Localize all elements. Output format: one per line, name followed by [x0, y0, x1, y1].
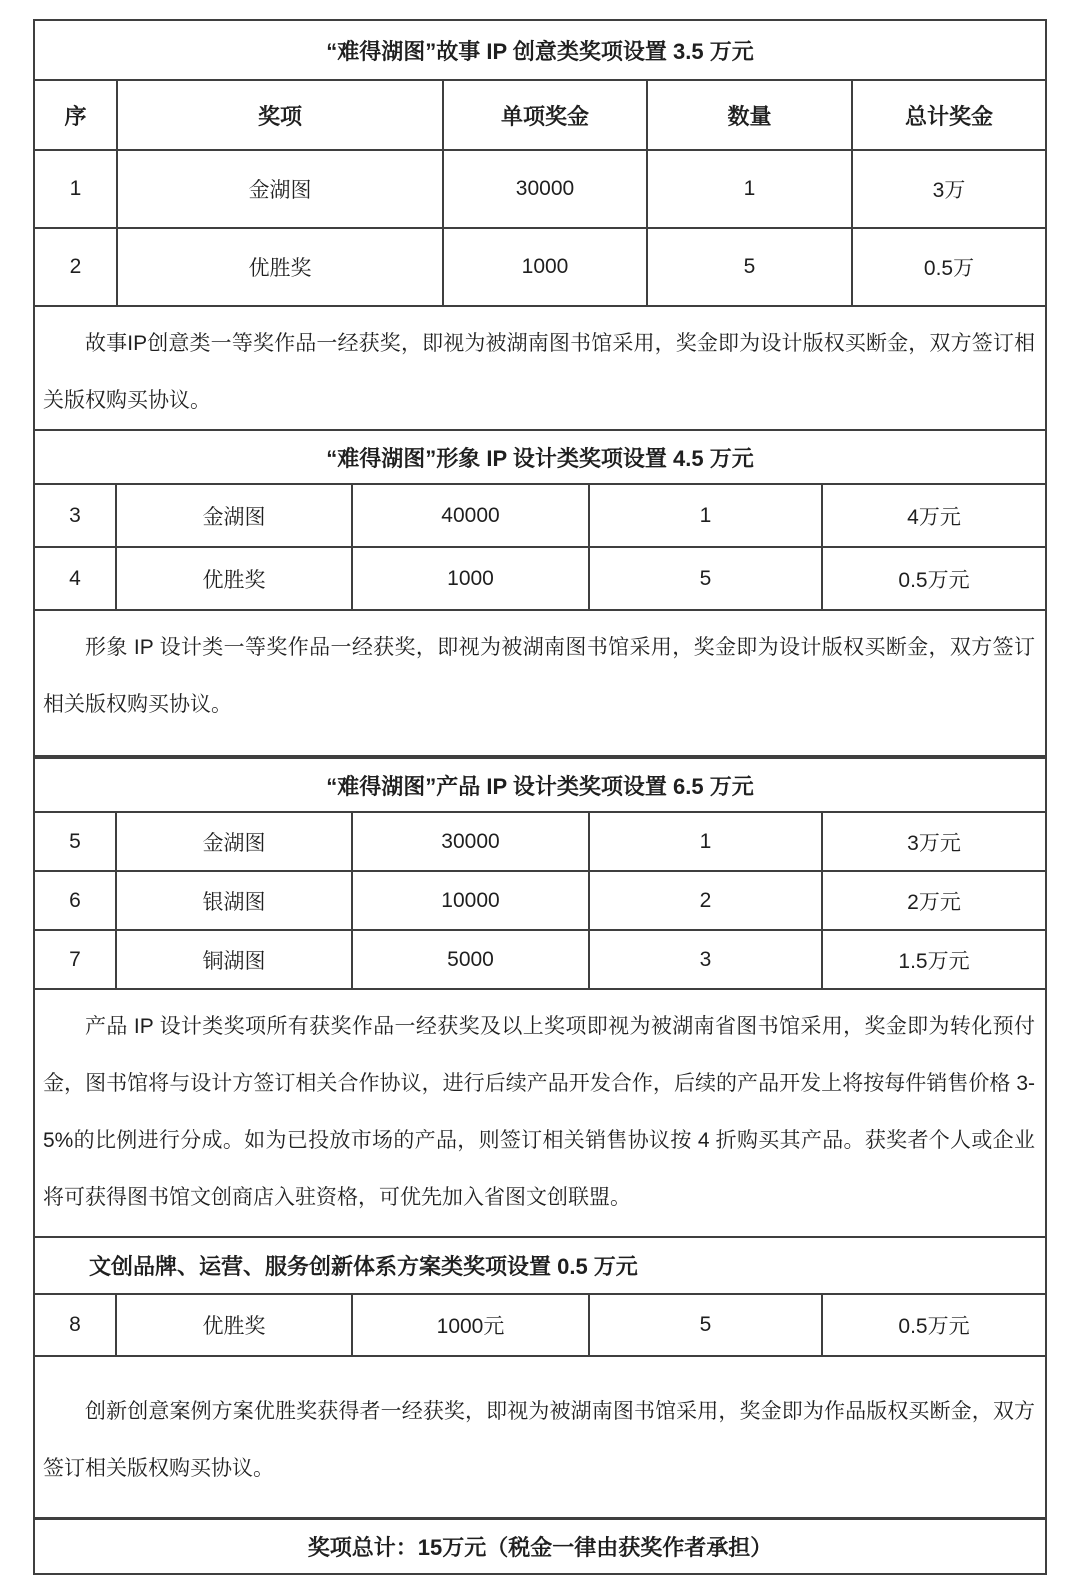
cell-award: 优胜奖: [115, 1295, 351, 1355]
cell-qty: 5: [646, 229, 851, 305]
cell-award: 金湖图: [116, 151, 442, 227]
table-row: [35, 870, 1045, 929]
cell-total: 1.5万元: [821, 931, 1045, 988]
cell-qty: 1: [588, 813, 821, 870]
cell-qty: 1: [588, 485, 821, 546]
col-header-seq: 序: [64, 103, 87, 129]
cell-seq: 4: [69, 566, 81, 590]
cell-prize: 1000元: [351, 1295, 588, 1355]
table-row: [35, 483, 1045, 546]
cell-qty: 5: [588, 548, 821, 609]
cell-award: 优胜奖: [116, 229, 442, 305]
cell-prize: 1000: [442, 229, 646, 305]
col-header-prize: 单项奖金: [442, 81, 646, 149]
table-row: [35, 811, 1045, 870]
cell-prize: 40000: [351, 485, 588, 546]
table-footer-total: 奖项总计：15万元（税金一律由获奖作者承担）: [35, 1517, 1045, 1573]
cell-total: 0.5万: [851, 229, 1045, 305]
cell-prize: 1000: [351, 548, 588, 609]
table-row: [35, 1293, 1045, 1355]
section2-note: 形象 IP 设计类一等奖作品一经获奖，即视为被湖南图书馆采用，奖金即为设计版权买断金，双方签订相关版权购买协议。: [35, 609, 1045, 755]
cell-award: 优胜奖: [115, 548, 351, 609]
cell-award: 金湖图: [115, 485, 351, 546]
cell-total: 3万: [851, 151, 1045, 227]
section1-note: 故事IP创意类一等奖作品一经获奖，即视为被湖南图书馆采用，奖金即为设计版权买断金，双方签订相关版权购买协议。: [35, 305, 1045, 429]
cell-total: 4万元: [821, 485, 1045, 546]
section2-title: “难得湖图”形象 IP 设计类奖项设置 4.5 万元: [35, 429, 1045, 483]
cell-prize: 30000: [351, 813, 588, 870]
cell-prize: 10000: [351, 872, 588, 929]
table-row: [35, 227, 1045, 305]
cell-qty: 1: [646, 151, 851, 227]
cell-qty: 3: [588, 931, 821, 988]
section1-title: “难得湖图”故事 IP 创意类奖项设置 3.5 万元: [326, 38, 754, 64]
table-row: [35, 149, 1045, 227]
cell-award: 银湖图: [115, 872, 351, 929]
cell-seq: 5: [69, 829, 81, 853]
cell-total: 0.5万元: [821, 1295, 1045, 1355]
section4-note: 创新创意案例方案优胜奖获得者一经获奖，即视为被湖南图书馆采用，奖金即为作品版权买断金，双方签订相关版权购买协议。: [35, 1355, 1045, 1517]
col-header-qty: 数量: [646, 81, 851, 149]
cell-qty: 5: [588, 1295, 821, 1355]
cell-total: 0.5万元: [821, 548, 1045, 609]
col-header-award: 奖项: [116, 81, 442, 149]
col-header-total: 总计奖金: [851, 81, 1045, 149]
cell-seq: 2: [69, 255, 82, 278]
section3-note: 产品 IP 设计类奖项所有获奖作品一经获奖及以上奖项即视为被湖南省图书馆采用，奖金即为转化预付金，图书馆将与设计方签订相关合作协议，进行后续产品开发合作，后续的产品开发上将按每件销售价格 3-5%的比例进行分成。如为已投放市场的产品，则签订相关销售协议按 4 折购买其产品。获奖者个人或企业将可获得图书馆文创商店入驻资格，可优先加入省图文创联盟。: [35, 988, 1045, 1236]
cell-seq: 8: [69, 1313, 81, 1336]
section3-title: “难得湖图”产品 IP 设计类奖项设置 6.5 万元: [35, 755, 1045, 811]
cell-award: 金湖图: [115, 813, 351, 870]
cell-seq: 3: [69, 503, 81, 527]
table-row: [35, 929, 1045, 988]
cell-total: 2万元: [821, 872, 1045, 929]
cell-total: 3万元: [821, 813, 1045, 870]
cell-prize: 30000: [442, 151, 646, 227]
cell-seq: 7: [69, 947, 81, 971]
cell-seq: 1: [69, 177, 82, 200]
awards-table: [33, 19, 1047, 1575]
cell-seq: 6: [69, 888, 81, 912]
section4-title: 文创品牌、运营、服务创新体系方案类奖项设置 0.5 万元: [35, 1236, 1045, 1293]
table-row: [35, 546, 1045, 609]
cell-prize: 5000: [351, 931, 588, 988]
column-header-row: [35, 79, 1045, 149]
cell-qty: 2: [588, 872, 821, 929]
cell-award: 铜湖图: [115, 931, 351, 988]
